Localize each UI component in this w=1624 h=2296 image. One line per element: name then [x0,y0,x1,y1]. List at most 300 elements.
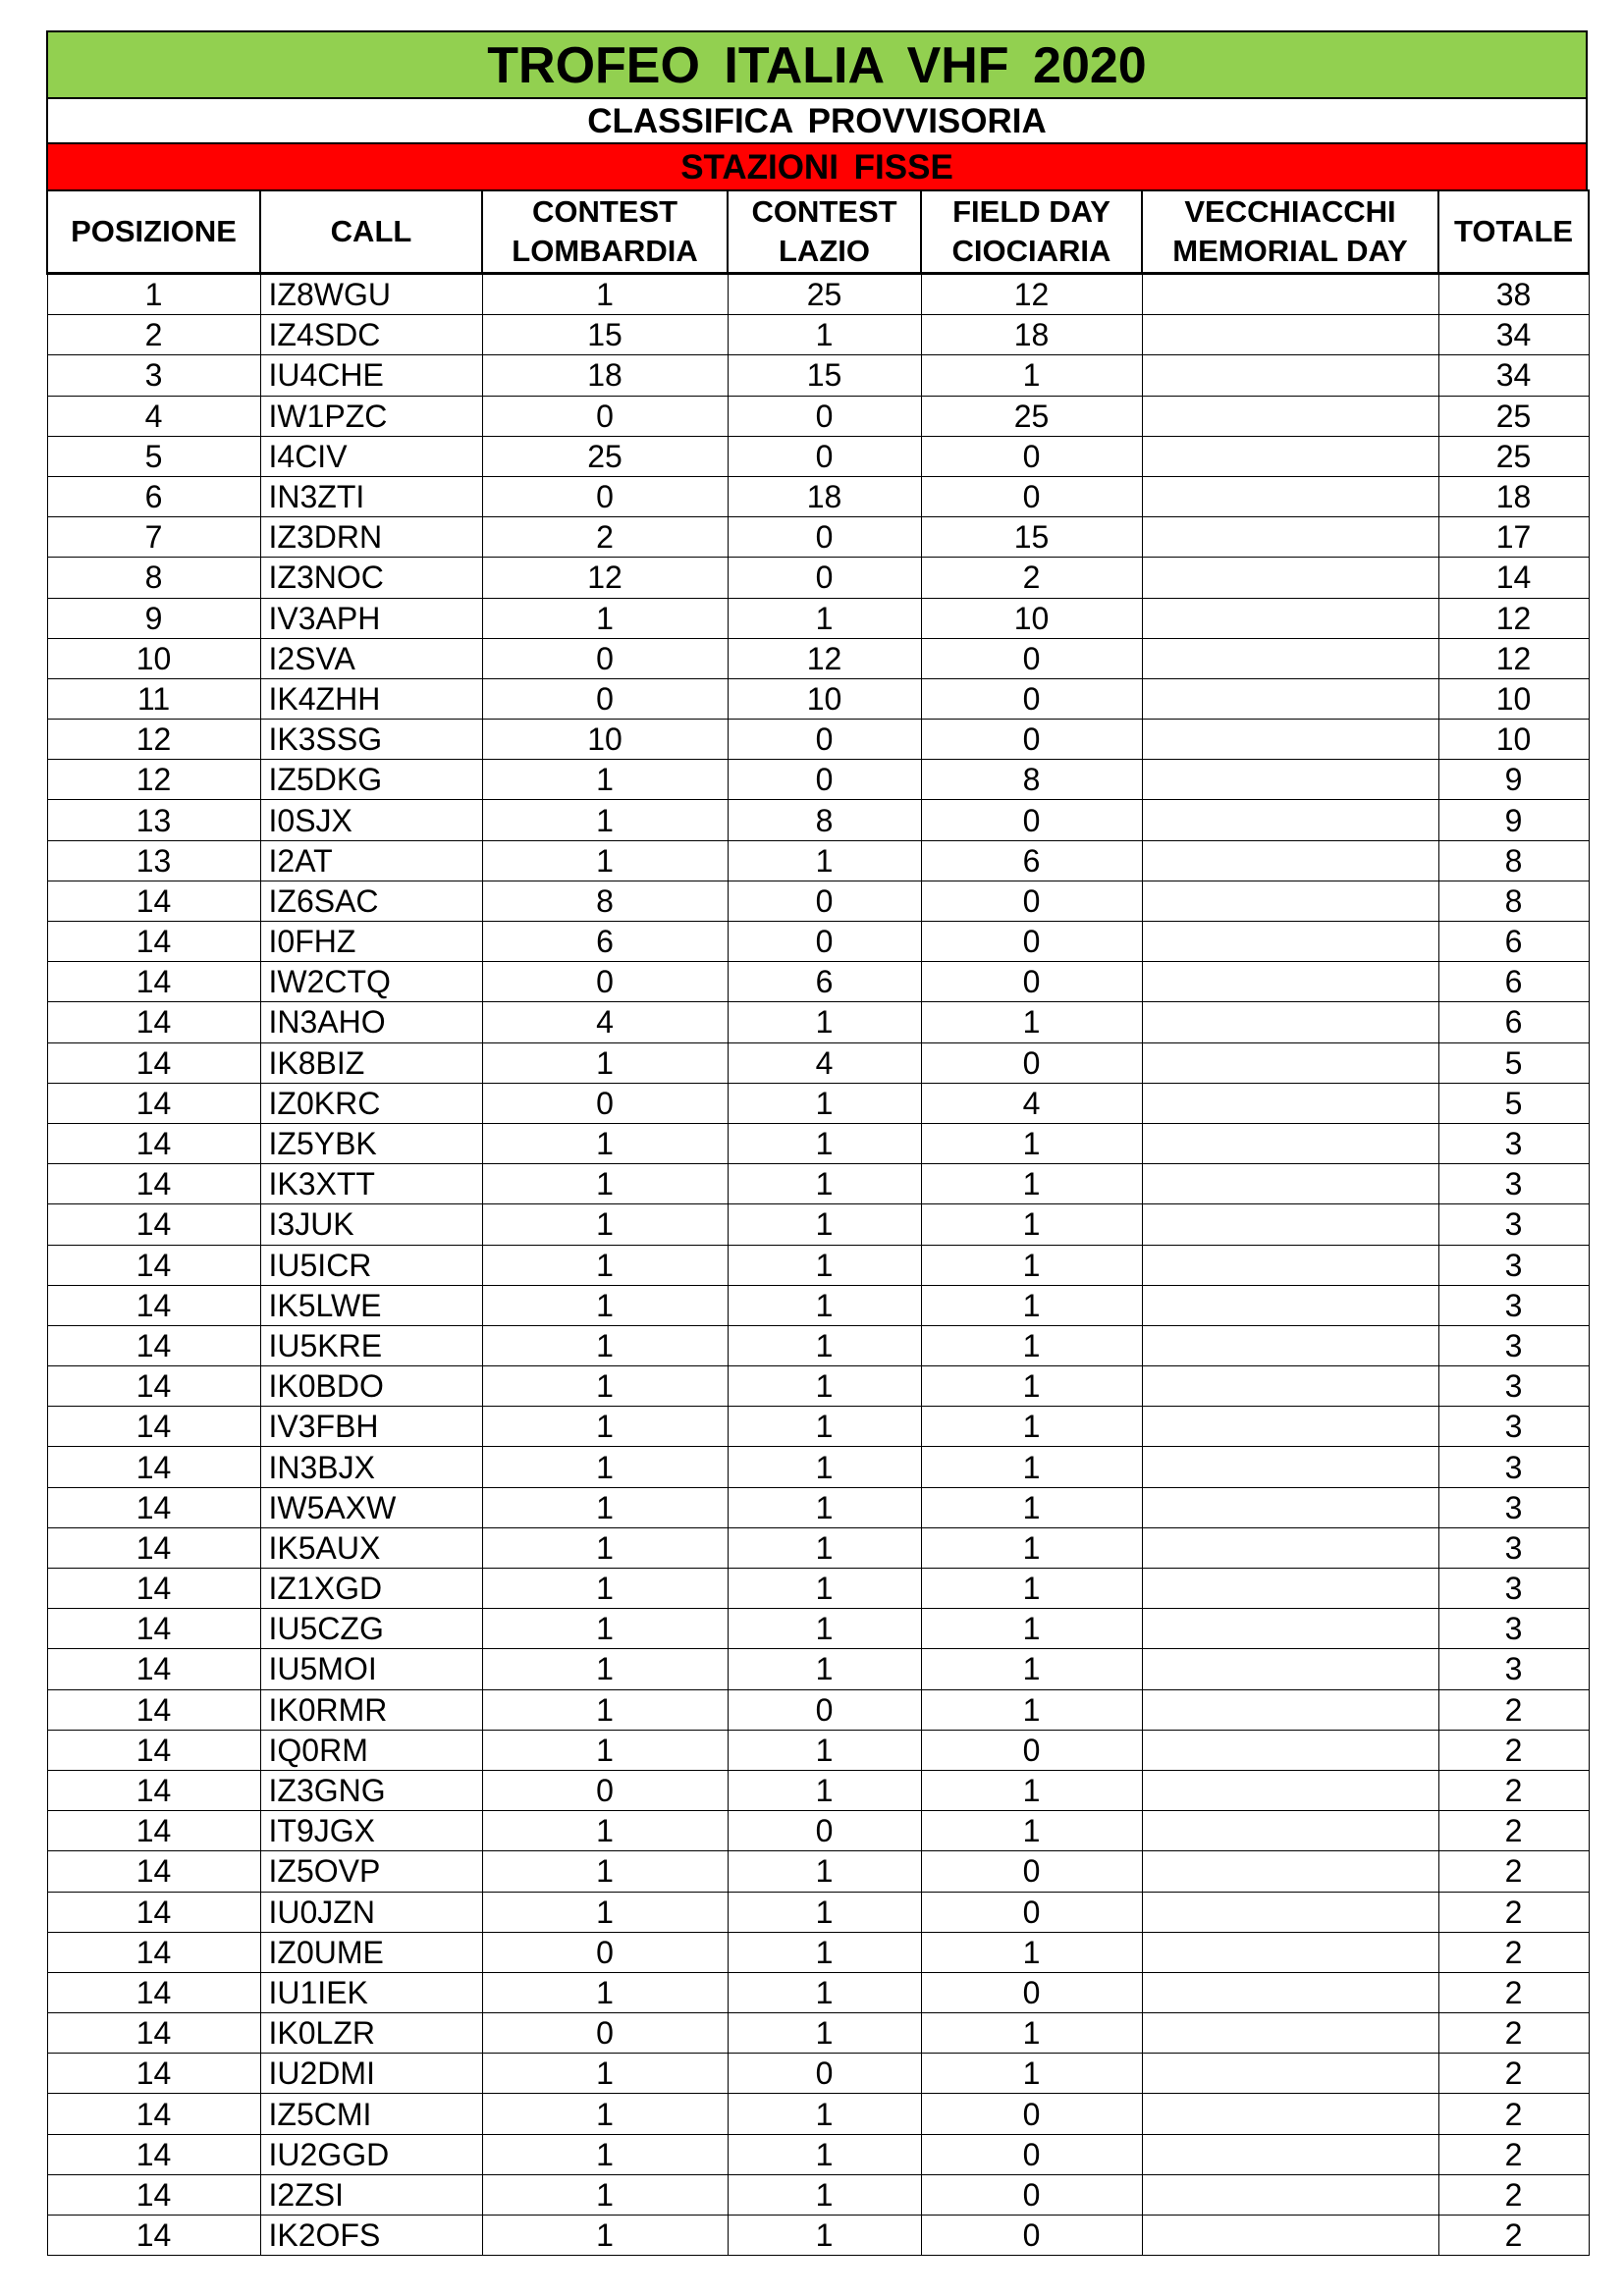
cell-posizione: 14 [47,1002,260,1042]
cell-contest-lombardia: 1 [482,1609,728,1649]
header-call: CALL [260,190,482,274]
cell-vecchiacchi [1142,1487,1438,1527]
cell-call: IZ5OVP [260,1851,482,1892]
table-row [47,1042,1589,1083]
table-row [47,1366,1589,1407]
cell-vecchiacchi [1142,476,1438,516]
cell-contest-lazio: 1 [728,1527,921,1568]
table-row [47,1892,1589,1932]
cell-totale: 2 [1438,1932,1589,1972]
ranking-rows [47,274,1589,2256]
cell-field-day: 1 [921,1002,1142,1042]
cell-totale: 2 [1438,2174,1589,2215]
cell-posizione: 14 [47,1972,260,2012]
cell-contest-lazio: 4 [728,1042,921,1083]
cell-vecchiacchi [1142,2013,1438,2054]
cell-contest-lazio: 6 [728,962,921,1002]
cell-call: IN3ZTI [260,476,482,516]
cell-field-day: 0 [921,962,1142,1002]
cell-field-day: 1 [921,355,1142,396]
cell-posizione: 14 [47,1609,260,1649]
cell-vecchiacchi [1142,1851,1438,1892]
cell-contest-lombardia: 0 [482,1770,728,1810]
ranking-table [46,189,1590,2256]
cell-vecchiacchi [1142,678,1438,719]
cell-totale: 3 [1438,1285,1589,1325]
cell-totale: 3 [1438,1649,1589,1689]
cell-contest-lombardia: 1 [482,1123,728,1163]
cell-totale: 3 [1438,1447,1589,1487]
cell-vecchiacchi [1142,1770,1438,1810]
cell-field-day: 1 [921,1569,1142,1609]
cell-call: IU1IEK [260,1972,482,2012]
cell-contest-lombardia: 1 [482,2134,728,2174]
cell-posizione: 5 [47,436,260,476]
cell-vecchiacchi [1142,638,1438,678]
cell-field-day: 1 [921,1245,1142,1285]
cell-totale: 2 [1438,1892,1589,1932]
cell-call: IT9JGX [260,1811,482,1851]
cell-contest-lombardia: 1 [482,598,728,638]
cell-contest-lombardia: 1 [482,1407,728,1447]
cell-contest-lombardia: 25 [482,436,728,476]
cell-contest-lazio: 1 [728,1123,921,1163]
cell-contest-lazio: 1 [728,1447,921,1487]
cell-totale: 5 [1438,1083,1589,1123]
cell-field-day: 2 [921,558,1142,598]
table-row [47,1932,1589,1972]
cell-contest-lombardia: 4 [482,1002,728,1042]
cell-contest-lazio: 12 [728,638,921,678]
cell-contest-lombardia: 1 [482,1811,728,1851]
cell-posizione: 14 [47,1851,260,1892]
cell-vecchiacchi [1142,355,1438,396]
table-row [47,558,1589,598]
cell-contest-lombardia: 8 [482,881,728,921]
cell-vecchiacchi [1142,1447,1438,1487]
cell-contest-lazio: 1 [728,1730,921,1770]
cell-totale: 2 [1438,2134,1589,2174]
cell-field-day: 0 [921,881,1142,921]
cell-vecchiacchi [1142,760,1438,800]
table-row [47,355,1589,396]
cell-totale: 14 [1438,558,1589,598]
cell-call: IZ4SDC [260,315,482,355]
cell-contest-lombardia: 1 [482,1487,728,1527]
cell-contest-lazio: 1 [728,1569,921,1609]
cell-vecchiacchi [1142,1649,1438,1689]
cell-contest-lazio: 0 [728,720,921,760]
cell-contest-lombardia: 6 [482,922,728,962]
cell-call: IK2OFS [260,2216,482,2256]
cell-contest-lazio: 1 [728,1932,921,1972]
cell-call: I2ZSI [260,2174,482,2215]
cell-call: IV3APH [260,598,482,638]
table-row [47,1204,1589,1245]
cell-call: IZ0UME [260,1932,482,1972]
header-line: VECCHIACCHI [1184,194,1396,229]
cell-posizione: 8 [47,558,260,598]
cell-posizione: 14 [47,962,260,1002]
cell-vecchiacchi [1142,2054,1438,2094]
cell-contest-lombardia: 1 [482,1730,728,1770]
cell-vecchiacchi [1142,1366,1438,1407]
cell-totale: 3 [1438,1204,1589,1245]
cell-field-day: 1 [921,1689,1142,1730]
cell-contest-lazio: 0 [728,2054,921,2094]
table-row [47,1689,1589,1730]
cell-totale: 12 [1438,638,1589,678]
cell-contest-lombardia: 1 [482,840,728,881]
cell-vecchiacchi [1142,1932,1438,1972]
cell-contest-lombardia: 1 [482,2094,728,2134]
cell-totale: 34 [1438,315,1589,355]
cell-totale: 2 [1438,2216,1589,2256]
header-totale: TOTALE [1438,190,1589,274]
cell-totale: 6 [1438,1002,1589,1042]
cell-contest-lazio: 1 [728,1366,921,1407]
cell-field-day: 6 [921,840,1142,881]
header-line: CONTEST [751,194,897,229]
table-row [47,315,1589,355]
cell-call: IU2GGD [260,2134,482,2174]
cell-contest-lazio: 0 [728,1811,921,1851]
cell-contest-lazio: 0 [728,922,921,962]
cell-contest-lazio: 1 [728,1164,921,1204]
cell-call: IK5LWE [260,1285,482,1325]
cell-vecchiacchi [1142,2174,1438,2215]
cell-posizione: 2 [47,315,260,355]
cell-field-day: 1 [921,1527,1142,1568]
cell-contest-lombardia: 1 [482,1366,728,1407]
cell-posizione: 14 [47,2013,260,2054]
cell-totale: 9 [1438,800,1589,840]
cell-vecchiacchi [1142,1569,1438,1609]
cell-posizione: 14 [47,1569,260,1609]
cell-posizione: 6 [47,476,260,516]
cell-totale: 25 [1438,396,1589,436]
cell-totale: 3 [1438,1164,1589,1204]
cell-contest-lombardia: 2 [482,517,728,558]
cell-posizione: 14 [47,1770,260,1810]
cell-contest-lazio: 1 [728,1770,921,1810]
cell-field-day: 10 [921,598,1142,638]
cell-contest-lazio: 0 [728,436,921,476]
cell-contest-lazio: 1 [728,315,921,355]
table-row [47,1164,1589,1204]
table-row [47,1569,1589,1609]
cell-call: IZ8WGU [260,274,482,315]
table-row [47,2054,1589,2094]
cell-contest-lazio: 0 [728,881,921,921]
cell-contest-lazio: 1 [728,1851,921,1892]
cell-posizione: 14 [47,2216,260,2256]
cell-totale: 3 [1438,1487,1589,1527]
cell-field-day: 1 [921,1285,1142,1325]
cell-call: I2SVA [260,638,482,678]
cell-call: IU4CHE [260,355,482,396]
cell-vecchiacchi [1142,1325,1438,1365]
cell-field-day: 1 [921,1325,1142,1365]
table-row [47,1770,1589,1810]
cell-contest-lazio: 10 [728,678,921,719]
cell-totale: 2 [1438,2094,1589,2134]
cell-contest-lombardia: 1 [482,760,728,800]
header-field-day [921,190,1142,274]
cell-field-day: 1 [921,2013,1142,2054]
cell-contest-lombardia: 0 [482,476,728,516]
cell-vecchiacchi [1142,1083,1438,1123]
cell-posizione: 14 [47,1366,260,1407]
cell-posizione: 14 [47,1447,260,1487]
cell-field-day: 0 [921,476,1142,516]
cell-contest-lazio: 1 [728,1204,921,1245]
category-banner: STAZIONI FISSE [46,142,1588,189]
cell-contest-lazio: 1 [728,1407,921,1447]
cell-posizione: 14 [47,1245,260,1285]
cell-call: IZ5CMI [260,2094,482,2134]
cell-call: IK0BDO [260,1366,482,1407]
cell-call: I0FHZ [260,922,482,962]
cell-posizione: 14 [47,2094,260,2134]
cell-posizione: 14 [47,922,260,962]
table-row [47,638,1589,678]
table-row [47,396,1589,436]
cell-call: IZ3DRN [260,517,482,558]
cell-contest-lazio: 25 [728,274,921,315]
cell-vecchiacchi [1142,274,1438,315]
cell-field-day: 1 [921,1649,1142,1689]
table-row [47,2216,1589,2256]
cell-totale: 3 [1438,1123,1589,1163]
table-row [47,1649,1589,1689]
page-title: TROFEO ITALIA VHF 2020 [46,30,1588,97]
cell-vecchiacchi [1142,1811,1438,1851]
table-row [47,2174,1589,2215]
cell-totale: 3 [1438,1366,1589,1407]
header-line: CIOCIARIA [951,234,1111,268]
table-row [47,517,1589,558]
cell-contest-lombardia: 1 [482,274,728,315]
cell-totale: 18 [1438,476,1589,516]
cell-vecchiacchi [1142,840,1438,881]
cell-vecchiacchi [1142,1042,1438,1083]
cell-contest-lazio: 0 [728,558,921,598]
cell-posizione: 14 [47,1649,260,1689]
cell-contest-lombardia: 1 [482,1892,728,1932]
cell-posizione: 14 [47,1730,260,1770]
cell-posizione: 14 [47,1487,260,1527]
cell-posizione: 14 [47,2134,260,2174]
cell-contest-lombardia: 1 [482,2174,728,2215]
table-row [47,1487,1589,1527]
cell-posizione: 14 [47,2054,260,2094]
cell-call: IZ1XGD [260,1569,482,1609]
table-row [47,1811,1589,1851]
cell-contest-lazio: 1 [728,2013,921,2054]
table-row [47,840,1589,881]
table-row [47,881,1589,921]
cell-call: IZ6SAC [260,881,482,921]
cell-posizione: 14 [47,1892,260,1932]
cell-call: I0SJX [260,800,482,840]
cell-call: IK3SSG [260,720,482,760]
cell-vecchiacchi [1142,1972,1438,2012]
cell-contest-lombardia: 1 [482,1042,728,1083]
cell-field-day: 0 [921,2174,1142,2215]
cell-vecchiacchi [1142,1285,1438,1325]
cell-posizione: 14 [47,1527,260,1568]
cell-contest-lazio: 1 [728,1487,921,1527]
cell-contest-lombardia: 1 [482,1164,728,1204]
cell-totale: 2 [1438,1851,1589,1892]
cell-posizione: 14 [47,1164,260,1204]
table-row [47,436,1589,476]
cell-posizione: 14 [47,1083,260,1123]
cell-field-day: 1 [921,1447,1142,1487]
cell-totale: 3 [1438,1325,1589,1365]
cell-vecchiacchi [1142,1123,1438,1163]
cell-contest-lazio: 1 [728,2174,921,2215]
cell-posizione: 14 [47,1811,260,1851]
cell-totale: 5 [1438,1042,1589,1083]
cell-contest-lazio: 15 [728,355,921,396]
cell-vecchiacchi [1142,315,1438,355]
cell-call: IK5AUX [260,1527,482,1568]
cell-posizione: 14 [47,1042,260,1083]
cell-vecchiacchi [1142,2134,1438,2174]
cell-contest-lombardia: 1 [482,1851,728,1892]
cell-field-day: 1 [921,2054,1142,2094]
cell-totale: 3 [1438,1245,1589,1285]
cell-field-day: 0 [921,638,1142,678]
cell-vecchiacchi [1142,720,1438,760]
cell-contest-lazio: 1 [728,1002,921,1042]
cell-call: IU5MOI [260,1649,482,1689]
table-row [47,1245,1589,1285]
cell-vecchiacchi [1142,1689,1438,1730]
cell-field-day: 1 [921,1770,1142,1810]
cell-field-day: 1 [921,1123,1142,1163]
cell-posizione: 12 [47,720,260,760]
table-row [47,678,1589,719]
cell-contest-lazio: 0 [728,760,921,800]
cell-contest-lombardia: 1 [482,2054,728,2094]
cell-field-day: 18 [921,315,1142,355]
cell-totale: 25 [1438,436,1589,476]
cell-contest-lazio: 1 [728,1285,921,1325]
cell-contest-lazio: 1 [728,840,921,881]
table-row [47,2013,1589,2054]
cell-posizione: 12 [47,760,260,800]
cell-contest-lombardia: 15 [482,315,728,355]
cell-contest-lazio: 0 [728,517,921,558]
cell-contest-lazio: 1 [728,1609,921,1649]
cell-posizione: 14 [47,2174,260,2215]
cell-totale: 2 [1438,1689,1589,1730]
table-row [47,1527,1589,1568]
table-row [47,274,1589,315]
cell-contest-lazio: 1 [728,2216,921,2256]
cell-vecchiacchi [1142,517,1438,558]
cell-call: I3JUK [260,1204,482,1245]
cell-contest-lombardia: 1 [482,2216,728,2256]
cell-contest-lombardia: 1 [482,1527,728,1568]
cell-field-day: 0 [921,1730,1142,1770]
cell-vecchiacchi [1142,1002,1438,1042]
header-posizione: POSIZIONE [47,190,260,274]
header-row [47,190,1589,274]
cell-contest-lombardia: 1 [482,1972,728,2012]
cell-field-day: 1 [921,1204,1142,1245]
cell-posizione: 10 [47,638,260,678]
page-subtitle: CLASSIFICA PROVVISORIA [46,97,1588,142]
cell-contest-lazio: 1 [728,2094,921,2134]
header-line: CONTEST [531,194,678,229]
header-line: MEMORIAL DAY [1172,234,1408,268]
cell-call: IZ3GNG [260,1770,482,1810]
cell-contest-lombardia: 12 [482,558,728,598]
header-contest-lombardia [482,190,728,274]
cell-totale: 2 [1438,1730,1589,1770]
cell-call: IZ5YBK [260,1123,482,1163]
header-line: FIELD DAY [952,194,1110,229]
cell-vecchiacchi [1142,1164,1438,1204]
cell-contest-lombardia: 10 [482,720,728,760]
cell-vecchiacchi [1142,1245,1438,1285]
cell-field-day: 0 [921,2216,1142,2256]
cell-contest-lombardia: 0 [482,1932,728,1972]
table-row [47,1285,1589,1325]
cell-call: IV3FBH [260,1407,482,1447]
cell-vecchiacchi [1142,1892,1438,1932]
cell-field-day: 0 [921,436,1142,476]
cell-call: IK4ZHH [260,678,482,719]
cell-totale: 10 [1438,678,1589,719]
cell-contest-lazio: 1 [728,1892,921,1932]
cell-contest-lombardia: 0 [482,678,728,719]
cell-field-day: 0 [921,922,1142,962]
cell-field-day: 1 [921,1366,1142,1407]
header-line: LAZIO [779,234,870,268]
cell-posizione: 11 [47,678,260,719]
table-row [47,1972,1589,2012]
cell-vecchiacchi [1142,1730,1438,1770]
cell-posizione: 14 [47,1689,260,1730]
cell-contest-lazio: 1 [728,1325,921,1365]
cell-totale: 6 [1438,962,1589,1002]
table-row [47,962,1589,1002]
cell-call: IN3AHO [260,1002,482,1042]
cell-vecchiacchi [1142,881,1438,921]
cell-totale: 3 [1438,1569,1589,1609]
table-row [47,598,1589,638]
cell-posizione: 13 [47,800,260,840]
cell-field-day: 0 [921,1851,1142,1892]
cell-call: IU0JZN [260,1892,482,1932]
cell-vecchiacchi [1142,2216,1438,2256]
cell-posizione: 14 [47,1123,260,1163]
cell-call: IN3BJX [260,1447,482,1487]
cell-contest-lombardia: 1 [482,1569,728,1609]
cell-contest-lazio: 0 [728,1689,921,1730]
cell-contest-lombardia: 18 [482,355,728,396]
cell-posizione: 9 [47,598,260,638]
cell-call: IU5KRE [260,1325,482,1365]
table-row [47,760,1589,800]
cell-field-day: 1 [921,1407,1142,1447]
header-line: LOMBARDIA [512,234,698,268]
